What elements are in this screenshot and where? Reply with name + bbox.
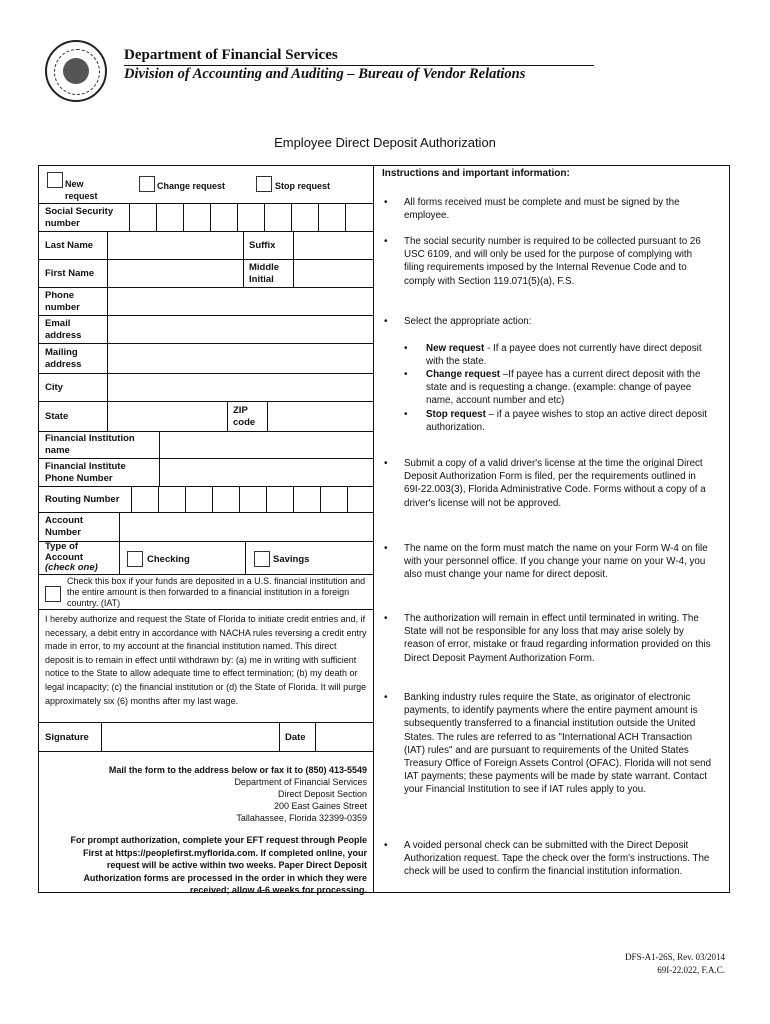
routing-input[interactable] bbox=[131, 487, 373, 512]
mail-line-1: Mail the form to the address below or fax it to (850) 413-5549 bbox=[108, 765, 367, 775]
last-name-row bbox=[39, 232, 373, 260]
mail-block bbox=[45, 764, 367, 824]
mail-line-3: Direct Deposit Section bbox=[277, 789, 367, 799]
account-input[interactable] bbox=[119, 513, 373, 541]
authorization-block bbox=[39, 610, 373, 723]
city-input[interactable] bbox=[107, 374, 373, 401]
savings-checkbox[interactable] bbox=[254, 551, 270, 567]
iat-text: Check this box if your funds are deposited in a U.S. financial institution and the entire amount is then forwarded to a financial institution in a foreign country. (IAT) bbox=[67, 576, 366, 608]
instructions-panel: Instructions and important information: • All forms received must be complete and must be signed by the employee. • The social security number is required to be collected pursuant to 26 USC 6109, and will only be used for the purpose of complying with filing requirements imposed by the Internal Revenue Code and to comply with Section 119.071(5)(a), F.S. • Select the appropriate action: • New request - If a payee does not currently have direct deposit with the state. • Change request –If payee has a current direct deposit with the state and is requesting a change. (example: change of payee name, account number and etc) • Stop request – if a payee wishes to stop an active direct deposit authorization. • Submit a copy of a valid driver's license at the time the original Direct Deposit Authorization Form is filed, per the requirements outlined in 69I-22.003(3), Florida Administrative Code. Forms without a copy of a driver's license will not be approved. • The name on the form must match the name on your Form W-4 on file with your personnel office. If you change your name on your W-4, you also must change your name for direct deposit. • The authorization will remain in effect until terminated in writing. The State will not be responsible for any loss that may arise solely by reason of error, mistake or fraud regarding information provided on this Direct Deposit Payment Authorization Form. • Banking industry rules require the State, as originator of electronic payments, to identify payments where the entire payment amount is subsequently transferred to a financial institution outside the United States. The rules are referred to as "International ACH Transaction (IAT) rules" and are pursuant to requirements of the United States Treasury Office of Foreign Assets Control (OFAC). Florida will not send IAT payments; these payments will be made by state warrant. Contact your Financial Institution to see if IAT rules apply to you. • A voided personal check can be submitted with the Direct Deposit Authorization request. Tape the check over the form's instructions. The check will be used to confirm the financial institution information. bbox=[374, 165, 730, 893]
fi-name-input[interactable] bbox=[159, 432, 373, 458]
instruction-6: The authorization will remain in effect until terminated in writing. The State will not be responsible for any loss that may arise solely by reason of error, mistake or fraud regarding information provided on this Direct Deposit Payment Authorization Form. bbox=[404, 613, 711, 664]
sub-instruction-new: New request - If a payee does not currently have direct deposit with the state. bbox=[426, 343, 702, 368]
account-type-label: Type of Account (check one) bbox=[45, 541, 98, 573]
routing-label: Routing Number bbox=[45, 494, 120, 505]
stop-request-checkbox[interactable] bbox=[256, 176, 272, 192]
mail-line-2: Department of Financial Services bbox=[234, 777, 367, 787]
checking-checkbox[interactable] bbox=[127, 551, 143, 567]
change-request-checkbox[interactable] bbox=[139, 176, 155, 192]
phone-row bbox=[39, 288, 373, 316]
sub-instruction-change: Change request –If payee has a current direct deposit with the state and is requesting a change. (example: change of payee name, account number and etc) bbox=[426, 369, 701, 407]
form-number: DFS-A1-26S, Rev. 03/2014 bbox=[625, 952, 725, 962]
sub-instruction-stop: Stop request – if a payee wishes to stop an active direct deposit authorization. bbox=[426, 409, 707, 434]
checking-label: Checking bbox=[147, 554, 190, 565]
authorization-text: I hereby authorize and request the State of Florida to initiate credit entries and, if necessary, a debit entry in accordance with NACHA rules reversing a credit entry made in error, to my account at the financial institution named. This direct deposit is to remain in effect until withdrawn by: (a) me in writing with sufficient notice to the State to allow adequate time to effect termination; (b) my death or legal incapacity; (c) the financial institution or (d) the State of Florida. It will purge approximately six (6) months after my last wage. bbox=[45, 614, 367, 706]
ssn-label: Social Security number bbox=[45, 206, 114, 229]
state-label: State bbox=[45, 411, 69, 422]
ssn-row bbox=[39, 204, 373, 232]
mailing-input[interactable] bbox=[107, 344, 373, 373]
fi-phone-label: Financial Institute Phone Number bbox=[45, 461, 126, 484]
middle-initial-input[interactable] bbox=[293, 260, 373, 287]
first-name-label: First Name bbox=[45, 268, 95, 279]
city-row bbox=[39, 374, 373, 402]
change-request-label: Change request bbox=[157, 181, 226, 191]
state-row bbox=[39, 402, 373, 432]
action-row bbox=[39, 166, 373, 204]
deposit-form bbox=[38, 165, 374, 893]
routing-row bbox=[39, 487, 373, 513]
last-name-label: Last Name bbox=[45, 240, 94, 251]
mail-line-4: 200 East Gaines Street bbox=[273, 801, 367, 811]
suffix-input[interactable] bbox=[293, 232, 373, 259]
rule-reference: 69I-22.022, F.A.C. bbox=[657, 965, 725, 975]
city-label: City bbox=[45, 382, 63, 393]
signature-row bbox=[39, 723, 373, 752]
instruction-1: All forms received must be complete and must be signed by the employee. bbox=[404, 197, 680, 222]
fi-phone-row bbox=[39, 459, 373, 487]
instruction-5: The name on the form must match the name on your Form W-4 on file with your personnel office. If you change your name on your W-4, you also must change your name for direct deposit. bbox=[404, 543, 708, 581]
middle-initial-label: Middle Initial bbox=[249, 262, 280, 285]
iat-row bbox=[39, 575, 373, 610]
phone-label: Phone number bbox=[45, 290, 80, 313]
mailing-row bbox=[39, 344, 373, 374]
mail-line-5: Tallahassee, Florida 32399-0359 bbox=[236, 813, 367, 823]
instruction-4: Submit a copy of a valid driver's license at the time the original Direct Deposit Authorization Form is filed, per the requirements outlined in 69I-22.003(3), Florida Administrative Code. Forms without a copy of a driver's license will not be approved. bbox=[404, 458, 706, 509]
mailing-label: Mailing address bbox=[45, 347, 82, 370]
email-label: Email address bbox=[45, 318, 82, 341]
ssn-input[interactable] bbox=[129, 204, 373, 231]
account-row bbox=[39, 513, 373, 542]
instructions-heading: Instructions and important information: bbox=[382, 168, 570, 179]
department-name: Department of Financial Services bbox=[124, 47, 594, 66]
phone-input[interactable] bbox=[107, 288, 373, 315]
email-row bbox=[39, 316, 373, 344]
florida-seal bbox=[45, 40, 107, 102]
stop-request-label: Stop request bbox=[275, 181, 331, 191]
account-type-row bbox=[39, 542, 373, 575]
instruction-2: The social security number is required to be collected pursuant to 26 USC 6109, and will only be used for the purpose of complying with filing requirements imposed by the Internal Revenue Code and to comply with Section 119.071(5)(a), F.S. bbox=[404, 236, 701, 287]
zip-input[interactable] bbox=[267, 402, 373, 431]
first-name-input[interactable] bbox=[107, 260, 243, 287]
fi-name-row bbox=[39, 432, 373, 459]
fi-name-label: Financial Institution name bbox=[45, 433, 135, 456]
signature-label: Signature bbox=[45, 732, 89, 743]
suffix-label: Suffix bbox=[249, 240, 276, 251]
zip-label: ZIP code bbox=[233, 405, 256, 428]
state-input[interactable] bbox=[107, 402, 227, 431]
last-name-input[interactable] bbox=[107, 232, 243, 259]
iat-checkbox[interactable] bbox=[45, 586, 61, 602]
signature-input[interactable] bbox=[101, 723, 279, 751]
new-request-label: New request bbox=[65, 179, 98, 201]
division-name: Division of Accounting and Auditing – Bureau of Vendor Relations bbox=[124, 66, 526, 82]
date-label: Date bbox=[285, 732, 306, 743]
instruction-3: Select the appropriate action: bbox=[404, 316, 532, 327]
fi-phone-input[interactable] bbox=[159, 459, 373, 486]
prompt-text: For prompt authorization, complete your EFT request through People First at https://peoplefirst.myflorida.com. If completed online, your request will be active within two weeks. Paper Direct Deposit Authorization forms are processed in the order in which they were received; allow 4-6 weeks for processing. bbox=[70, 835, 367, 895]
form-title: Employee Direct Deposit Authorization bbox=[274, 135, 496, 150]
savings-label: Savings bbox=[273, 554, 310, 565]
account-label: Account Number bbox=[45, 515, 83, 538]
first-name-row bbox=[39, 260, 373, 288]
date-input[interactable] bbox=[315, 723, 373, 751]
email-input[interactable] bbox=[107, 316, 373, 343]
instruction-8: A voided personal check can be submitted with the Direct Deposit Authorization request. Tape the check over the form's instructions. The check will be used to confirm the financial institution information. bbox=[404, 840, 710, 878]
instruction-7: Banking industry rules require the State, as originator of electronic payments, to identify payments where the entire payment amount is subsequently transferred to a financial institution outside the United States. The rules are referred to as "International ACH Transaction (IAT) rules" and are pursuant to requirements of the United States Treasury Office of Foreign Assets Control (OFAC). Florida will not send IAT payments; these payments will be made by state warrant. Contact your Financial Institution to see if IAT rules apply to you. bbox=[404, 692, 712, 796]
